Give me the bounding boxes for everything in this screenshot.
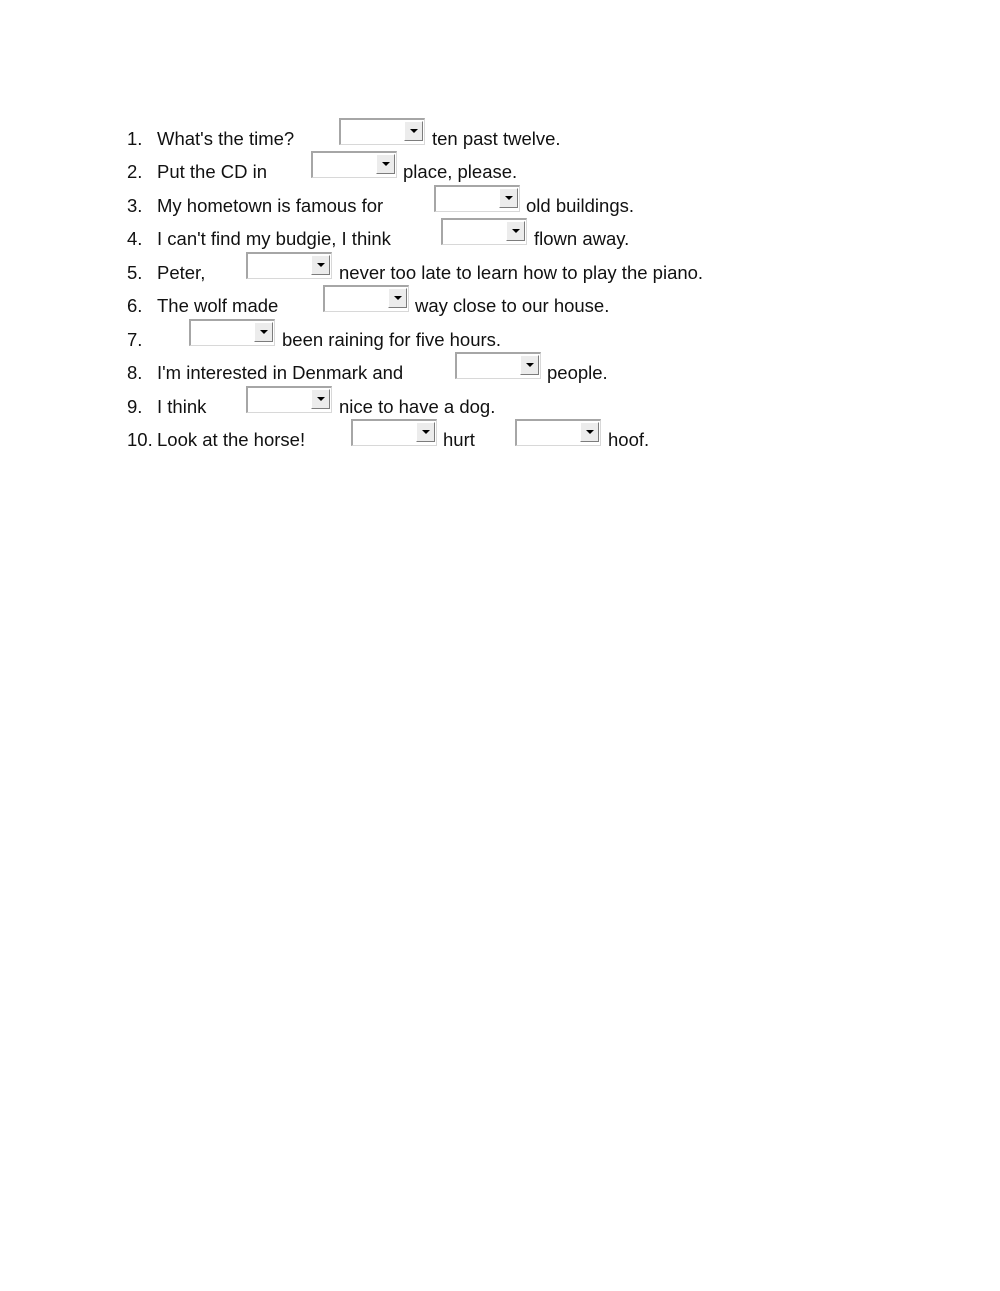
chevron-down-icon [512, 229, 520, 233]
question-7 [0, 319, 1000, 353]
dropdown-button[interactable] [311, 255, 330, 275]
question-text-before: The wolf made [157, 295, 279, 316]
question-number: 6. [127, 295, 143, 316]
question-text-after: way close to our house. [415, 295, 610, 316]
dropdown-button[interactable] [404, 121, 423, 141]
question-text-after: hoof. [608, 429, 650, 450]
dropdown-button[interactable] [506, 221, 525, 241]
answer-dropdown-10a[interactable] [351, 419, 437, 446]
chevron-down-icon [317, 263, 325, 267]
answer-dropdown-3[interactable] [434, 185, 520, 212]
answer-dropdown-9[interactable] [246, 386, 332, 413]
chevron-down-icon [394, 296, 402, 300]
answer-dropdown-10b[interactable] [515, 419, 601, 446]
chevron-down-icon [505, 196, 513, 200]
answer-dropdown-8[interactable] [455, 352, 541, 379]
dropdown-button[interactable] [311, 389, 330, 409]
dropdown-button[interactable] [254, 322, 273, 342]
chevron-down-icon [526, 363, 534, 367]
question-2 [0, 151, 1000, 185]
question-text-after: ten past twelve. [432, 128, 561, 149]
question-10 [0, 419, 1000, 453]
question-1 [0, 118, 1000, 152]
answer-dropdown-4[interactable] [441, 218, 527, 245]
dropdown-button[interactable] [376, 154, 395, 174]
answer-dropdown-6[interactable] [323, 285, 409, 312]
question-number: 1. [127, 128, 143, 149]
question-text-before: Look at the horse! [157, 429, 306, 450]
question-3 [0, 185, 1000, 219]
question-text-after: old buildings. [526, 195, 634, 216]
question-number: 3. [127, 195, 143, 216]
question-text-after: been raining for five hours. [282, 329, 502, 350]
chevron-down-icon [586, 430, 594, 434]
question-text-before: What's the time? [157, 128, 295, 149]
dropdown-button[interactable] [388, 288, 407, 308]
question-text-before: My hometown is famous for [157, 195, 384, 216]
dropdown-button[interactable] [499, 188, 518, 208]
answer-dropdown-7[interactable] [189, 319, 275, 346]
question-number: 8. [127, 362, 143, 383]
question-8 [0, 352, 1000, 386]
question-text-before: Put the CD in [157, 161, 268, 182]
answer-dropdown-5[interactable] [246, 252, 332, 279]
chevron-down-icon [382, 162, 390, 166]
question-text-before: I think [157, 396, 207, 417]
question-number: 10. [127, 429, 153, 450]
question-text-before: I can't find my budgie, I think [157, 228, 391, 249]
question-number: 4. [127, 228, 143, 249]
question-5 [0, 252, 1000, 286]
chevron-down-icon [317, 397, 325, 401]
question-text-after: nice to have a dog. [339, 396, 496, 417]
question-number: 7. [127, 329, 143, 350]
question-4 [0, 218, 1000, 252]
question-text-after: place, please. [403, 161, 518, 182]
question-text-before: I'm interested in Denmark and [157, 362, 404, 383]
chevron-down-icon [260, 330, 268, 334]
question-text-middle: hurt [443, 429, 475, 450]
question-number: 2. [127, 161, 143, 182]
question-9 [0, 386, 1000, 420]
question-number: 9. [127, 396, 143, 417]
chevron-down-icon [422, 430, 430, 434]
answer-dropdown-1[interactable] [339, 118, 425, 145]
answer-dropdown-2[interactable] [311, 151, 397, 178]
dropdown-button[interactable] [520, 355, 539, 375]
question-text-before: Peter, [157, 262, 206, 283]
question-text-after: never too late to learn how to play the piano. [339, 262, 704, 283]
dropdown-button[interactable] [580, 422, 599, 442]
question-text-after: people. [547, 362, 608, 383]
question-text-after: flown away. [534, 228, 630, 249]
dropdown-button[interactable] [416, 422, 435, 442]
chevron-down-icon [410, 129, 418, 133]
question-number: 5. [127, 262, 143, 283]
question-6 [0, 285, 1000, 319]
